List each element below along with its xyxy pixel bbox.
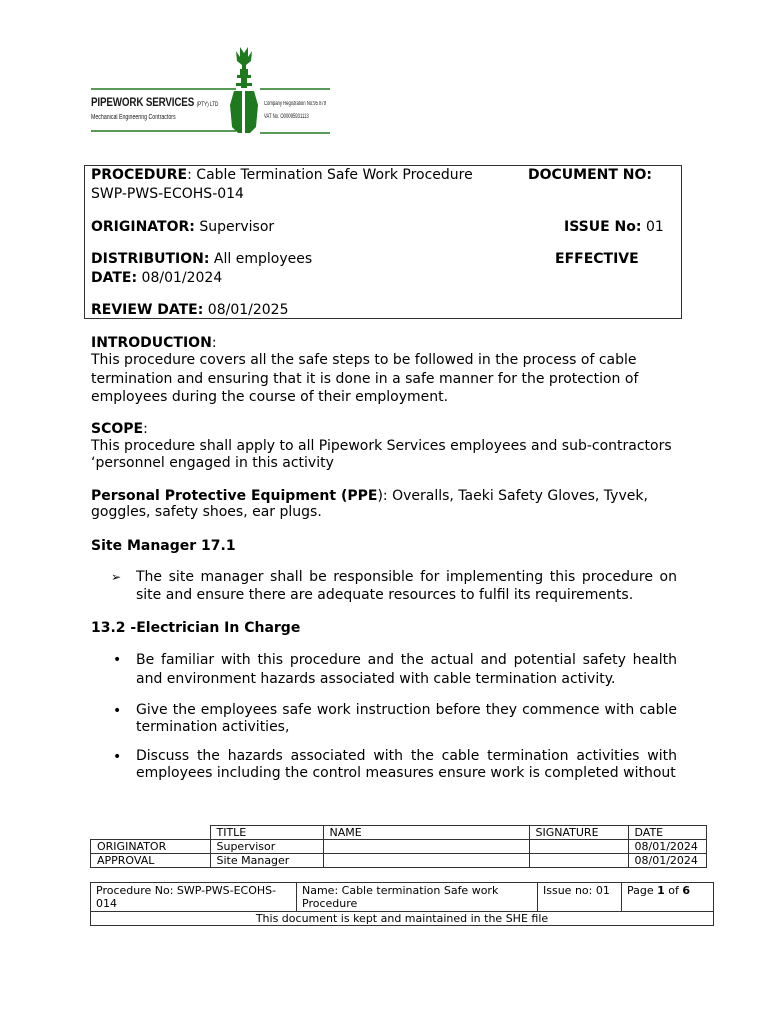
- table-cell: [529, 840, 628, 854]
- table-cell: [323, 854, 529, 868]
- table-row: [91, 912, 714, 926]
- effective-date-field: DATE: 08/01/2024: [91, 270, 223, 286]
- electrician-heading: 13.2 -Electrician In Charge: [91, 620, 301, 636]
- distribution-field: DISTRIBUTION: All employees: [91, 251, 313, 267]
- bullet-icon: •: [113, 749, 122, 765]
- footer-page: Page 1 of 6: [622, 883, 714, 912]
- arrow-bullet-icon: ➢: [111, 570, 122, 584]
- ppe-line: Personal Protective Equipment (PPE): Overalls, Taeki Safety Gloves, Tyvek,: [91, 488, 648, 504]
- table-cell: ORIGINATOR: [91, 840, 211, 854]
- approval-table: [90, 825, 707, 868]
- issue-field: ISSUE No: 01: [564, 219, 664, 235]
- table-header-cell: DATE: [628, 826, 707, 840]
- company-registration: Company Registration No:95 879 VAT No. O00095931113: [264, 101, 327, 120]
- bullet-icon: •: [113, 703, 122, 719]
- scope-heading: SCOPE:: [91, 421, 148, 437]
- table-header-row: [91, 826, 707, 840]
- table-cell: [529, 854, 628, 868]
- company-name: PIPEWORK SERVICES (PTY) LTD: [91, 95, 219, 109]
- footer-name: Name: Cable termination Safe work Procedure: [297, 883, 538, 912]
- table-cell: 08/01/2024: [628, 854, 707, 868]
- ppe-line: goggles, safety shoes, ear plugs.: [91, 504, 322, 520]
- footer-issue: Issue no: 01: [538, 883, 622, 912]
- document-no-value: SWP-PWS-ECOHS-014: [91, 186, 244, 202]
- table-row: [91, 854, 707, 868]
- table-row: [91, 840, 707, 854]
- table-header-cell: NAME: [323, 826, 529, 840]
- table-header-cell: [91, 826, 211, 840]
- table-cell: Site Manager: [210, 854, 323, 868]
- footer-procedure-no: Procedure No: SWP-PWS-ECOHS-014: [91, 883, 297, 912]
- effective-label: EFFECTIVE: [555, 251, 639, 267]
- footer-table: [90, 882, 714, 926]
- procedure-field: PROCEDURE: Cable Termination Safe Work Procedure: [91, 167, 473, 183]
- document-header-box: [84, 165, 682, 319]
- table-row: [91, 883, 714, 912]
- introduction-heading: INTRODUCTION:: [91, 335, 217, 351]
- company-tagline: Mechanical Engineering Contractors: [91, 114, 176, 121]
- document-no-label: DOCUMENT NO:: [528, 167, 653, 183]
- introduction-line: employees during the course of their employment.: [91, 389, 449, 405]
- table-cell: Supervisor: [210, 840, 323, 854]
- originator-field: ORIGINATOR: Supervisor: [91, 219, 275, 235]
- table-header-cell: SIGNATURE: [529, 826, 628, 840]
- footer-note: This document is kept and maintained in the SHE file: [91, 912, 714, 926]
- table-header-cell: TITLE: [210, 826, 323, 840]
- site-manager-heading: Site Manager 17.1: [91, 538, 236, 554]
- introduction-line: termination and ensuring that it is done in a safe manner for the protection of: [91, 371, 639, 387]
- table-cell: APPROVAL: [91, 854, 211, 868]
- table-cell: 08/01/2024: [628, 840, 707, 854]
- scope-line: This procedure shall apply to all Pipework Services employees and sub-contractors: [91, 438, 672, 454]
- bullet-icon: •: [113, 652, 122, 668]
- scope-line: ‘personnel engaged in this activity: [91, 455, 334, 471]
- introduction-line: This procedure covers all the safe steps to be followed in the process of cable: [91, 352, 637, 368]
- table-cell: [323, 840, 529, 854]
- review-date-field: REVIEW DATE: 08/01/2025: [91, 302, 289, 318]
